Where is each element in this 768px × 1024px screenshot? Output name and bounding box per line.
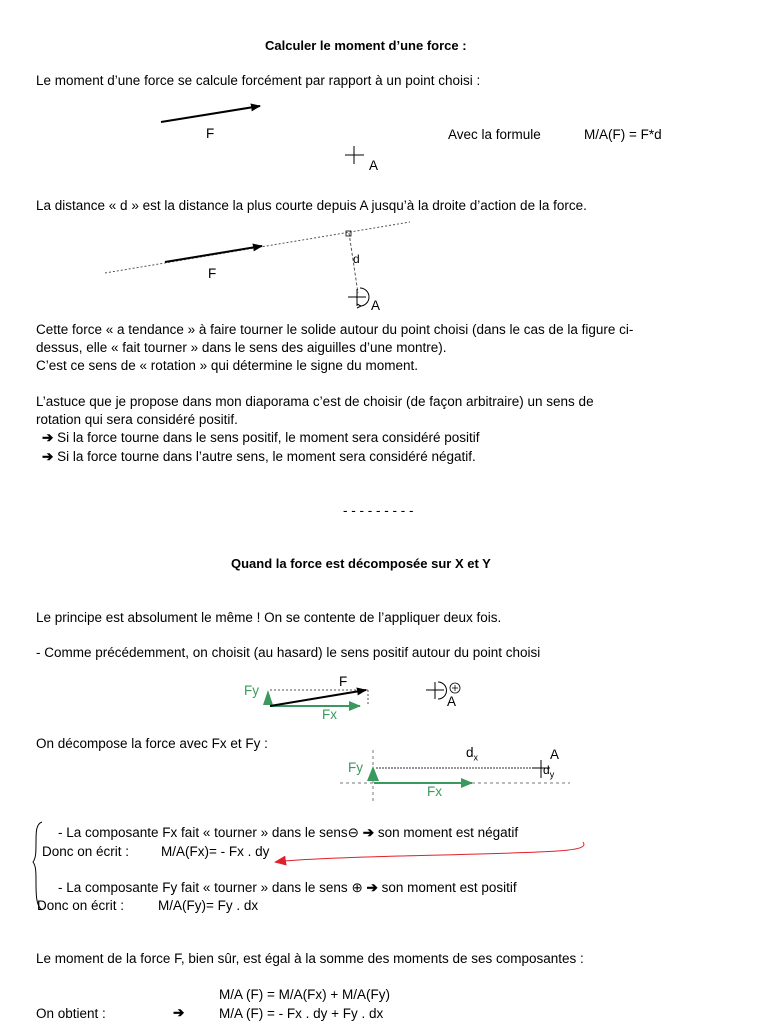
right-arrow-icon: ➔ [42, 430, 54, 445]
write-fx-label: Donc on écrit : [42, 844, 130, 859]
write-fy-formula: M/A(Fy)= Fy . dx [158, 898, 259, 913]
fig1-formula-prefix: Avec la formule [448, 127, 541, 142]
fig2-distance-label: d [353, 252, 360, 266]
para1-line2: dessus, elle « fait tourner » dans le sens des aiguilles d’une montre). [36, 340, 447, 355]
result1: M/A (F) = M/A(Fx) + M/A(Fy) [219, 987, 390, 1002]
decompose-text: On décompose la force avec Fx et Fy : [36, 736, 268, 751]
fig4-point-label: A [550, 747, 560, 762]
write-fy-label: Donc on écrit : [37, 898, 125, 913]
fig1-force-label: F [206, 126, 215, 141]
distance-text: La distance « d » est la distance la plus courte depuis A jusqu’à la droite d’action de la force. [36, 198, 587, 213]
fig4-fy-label: Fy [348, 760, 363, 775]
obtain-label: On obtient : [36, 1006, 106, 1021]
fig3-fy-label: Fy [244, 683, 259, 698]
comp-fy-line: - La composante Fy fait « tourner » dans le sens ⊕ ➔ son moment est positif [58, 880, 517, 895]
right-arrow-icon: ➔ [362, 825, 375, 840]
para2-line2: rotation qui sera considéré positif. [36, 412, 238, 427]
right-arrow-icon: ➔ [42, 449, 54, 464]
para1-line1: Cette force « a tendance » à faire tourner le solide autour du point choisi (dans le cas de la figure ci- [36, 322, 634, 337]
fig2-point-label: A [371, 298, 381, 313]
bullet-negative: ➔ Si la force tourne dans l’autre sens, le moment sera considéré négatif. [42, 449, 476, 464]
fig3-fx-label: Fx [322, 707, 337, 722]
minus-circle-icon: ⊖ [347, 825, 359, 840]
sum-text: Le moment de la force F, bien sûr, est égal à la somme des moments de ses composantes : [36, 951, 584, 966]
write-fx-formula: M/A(Fx)= - Fx . dy [161, 844, 270, 859]
result2: M/A (F) = - Fx . dy + Fy . dx [219, 1006, 384, 1021]
para2-line1: L’astuce que je propose dans mon diaporama c’est de choisir (de façon arbitraire) un sens de [36, 394, 594, 409]
comp-fx-line: - La composante Fx fait « tourner » dans le sens⊖ ➔ son moment est négatif [58, 825, 519, 840]
fig4-dx-label: $d_x$ [466, 745, 479, 763]
fig1-formula: M/A(F) = F*d [584, 127, 662, 142]
para1-line3: C’est ce sens de « rotation » qui détermine le signe du moment. [36, 358, 418, 373]
fig3-f-label: F [339, 674, 348, 689]
fig3-point-label: A [447, 694, 457, 709]
fig1-point-label: A [369, 158, 379, 173]
bullet-positive: ➔ Si la force tourne dans le sens positif, le moment sera considéré positif [42, 430, 480, 445]
right-arrow-icon: ➔ [173, 1005, 185, 1020]
fig4-fx-label: Fx [427, 784, 442, 799]
section1-title: Calculer le moment d’une force : [265, 38, 467, 53]
choice-text: - Comme précédemment, on choisit (au hasard) le sens positif autour du point choisi [36, 645, 541, 660]
plus-circle-icon: ⊕ [351, 880, 363, 895]
section1-intro: Le moment d’une force se calcule forcément par rapport à un point choisi : [36, 73, 481, 88]
fig2-force-label: F [208, 266, 217, 281]
section2-title: Quand la force est décomposée sur X et Y [231, 556, 491, 571]
principle-text: Le principe est absolument le même ! On se contente de l’appliquer deux fois. [36, 610, 502, 625]
fig4-dy-label: $d_y$ [543, 763, 555, 780]
right-arrow-icon: ➔ [366, 880, 378, 895]
separator: - - - - - - - - - [343, 503, 414, 518]
